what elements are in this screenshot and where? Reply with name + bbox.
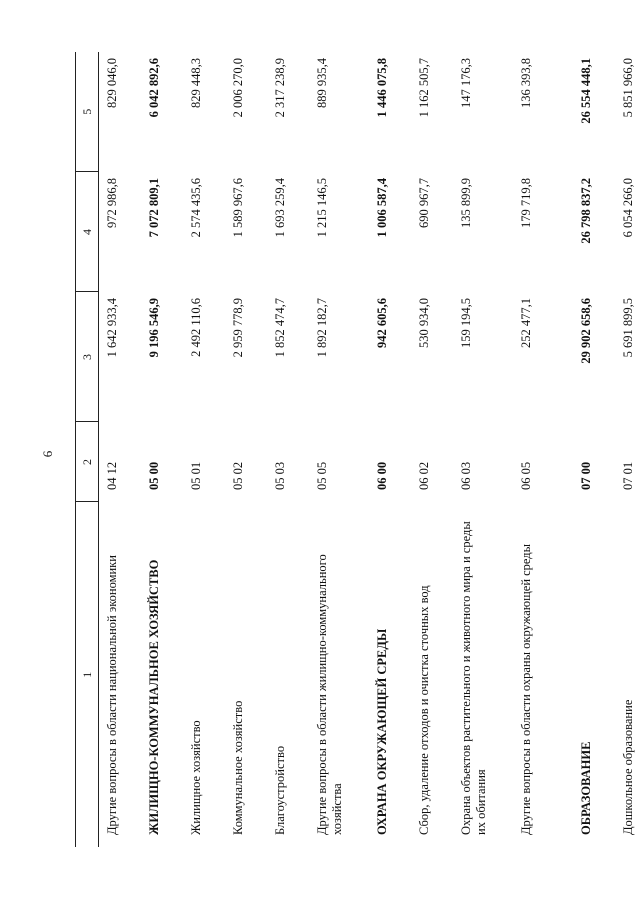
- row-value-col5-cell: 2 317 238,9: [272, 58, 287, 118]
- row-value-col4-cell: 7 072 809,1: [146, 178, 161, 238]
- row-value-col3-cell: 5 691 899,5: [620, 298, 635, 358]
- row-name-cell: ЖИЛИЩНО-КОММУНАЛЬНОЕ ХОЗЯЙСТВО: [146, 559, 161, 835]
- row-name-cell: ОХРАНА ОКРУЖАЮЩЕЙ СРЕДЫ: [374, 628, 389, 835]
- row-name-cell: Охрана объектов растительного и животного мира и среды их обитания: [458, 521, 488, 835]
- row-name-cell: Другие вопросы в области охраны окружающей среды: [518, 543, 533, 835]
- header-cell-5: 5: [76, 52, 99, 172]
- row-code-cell: 05 05: [314, 461, 329, 490]
- row-value-col4-cell: 2 574 435,6: [188, 178, 203, 238]
- row-value-col4-cell: 690 967,7: [416, 178, 431, 228]
- row-value-col3-cell: 2 492 110,6: [188, 298, 203, 357]
- row-value-col4-cell: 1 006 587,4: [374, 178, 389, 238]
- row-name-cell: Другие вопросы в области национальной экономики: [105, 555, 119, 835]
- row-value-col4-cell: 1 589 967,6: [230, 178, 245, 238]
- row-name-cell: ОБРАЗОВАНИЕ: [578, 741, 593, 835]
- row-value-col3-cell: 1 852 474,7: [272, 298, 287, 358]
- table-row: [411, 52, 453, 847]
- row-code-cell: 05 03: [272, 461, 287, 490]
- row-value-col3-cell: 2 959 778,9: [230, 298, 245, 358]
- row-value-col4-cell: 135 899,9: [458, 178, 473, 228]
- row-value-col3-cell: 252 477,1: [518, 298, 533, 348]
- row-value-col5-cell: 26 554 448,1: [578, 58, 593, 124]
- table-row: [225, 52, 267, 847]
- row-name-cell: Жилищное хозяйство: [188, 720, 203, 835]
- table-row: [309, 52, 369, 847]
- table-row: [615, 52, 640, 847]
- row-name-cell: Дошкольное образование: [620, 699, 635, 835]
- row-value-col4-cell: 26 798 837,2: [578, 178, 593, 244]
- row-code-cell: 04 12: [105, 461, 119, 490]
- row-name-cell: Другие вопросы в области жилищно-коммунального хозяйства: [314, 554, 344, 835]
- row-code-cell: 06 03: [458, 461, 473, 490]
- row-code-cell: 05 02: [230, 461, 245, 490]
- row-name-cell: Благоустройство: [272, 745, 287, 835]
- row-code-cell: 06 05: [518, 461, 533, 490]
- row-code-cell: 06 00: [374, 461, 389, 490]
- row-code-cell: 05 00: [146, 461, 161, 490]
- row-value-col3-cell: 1 642 933,4: [105, 298, 119, 358]
- table-row: [513, 52, 573, 847]
- table-wrapper: [75, 52, 635, 847]
- row-value-col5-cell: 1 446 075,8: [374, 58, 389, 118]
- row-value-col5-cell: 2 006 270,0: [230, 58, 245, 118]
- row-code-cell: 07 01: [620, 461, 635, 490]
- row-code-cell: 06 02: [416, 461, 431, 490]
- header-cell-1: 1: [76, 502, 99, 847]
- rotated-table-container: [75, 52, 635, 847]
- row-name-cell: Коммунальное хозяйство: [230, 700, 245, 835]
- header-cell-3: 3: [76, 292, 99, 422]
- row-value-col3-cell: 942 605,6: [374, 298, 389, 348]
- table-row: [369, 52, 411, 847]
- row-value-col4-cell: 179 719,8: [518, 178, 533, 228]
- row-name-cell: Сбор, удаление отходов и очистка сточных вод: [416, 585, 431, 835]
- row-value-col4-cell: 972 986,8: [105, 178, 119, 228]
- table-row: [99, 52, 141, 847]
- page-number: 6: [40, 450, 55, 458]
- row-value-col5-cell: 1 162 505,7: [416, 58, 431, 118]
- header-row: [76, 52, 99, 847]
- row-value-col5-cell: 5 851 966,0: [620, 58, 635, 118]
- row-value-col3-cell: 9 196 546,9: [146, 298, 161, 358]
- row-code-cell: 07 00: [578, 461, 593, 490]
- row-code-cell: 05 01: [188, 461, 203, 490]
- row-value-col5-cell: 136 393,8: [518, 58, 533, 108]
- row-value-col4-cell: 6 054 266,0: [620, 178, 635, 238]
- row-value-col4-cell: 1 693 259,4: [272, 178, 287, 238]
- budget-table: [75, 52, 640, 847]
- table-row: [573, 52, 615, 847]
- table-row: [141, 52, 183, 847]
- row-value-col5-cell: 6 042 892,6: [146, 58, 161, 118]
- row-value-col5-cell: 829 046,0: [105, 58, 119, 108]
- header-cell-2: 2: [76, 422, 99, 502]
- row-value-col4-cell: 1 215 146,5: [314, 178, 329, 238]
- table-row: [453, 52, 513, 847]
- row-value-col3-cell: 159 194,5: [458, 298, 473, 348]
- table-row: [183, 52, 225, 847]
- row-value-col3-cell: 1 892 182,7: [314, 298, 329, 358]
- header-cell-4: 4: [76, 172, 99, 292]
- row-value-col3-cell: 29 902 658,6: [578, 298, 593, 364]
- row-value-col5-cell: 889 935,4: [314, 58, 329, 108]
- table-body: [99, 52, 640, 847]
- row-value-col5-cell: 829 448,3: [188, 58, 203, 108]
- row-value-col3-cell: 530 934,0: [416, 298, 431, 348]
- table-row: [267, 52, 309, 847]
- row-value-col5-cell: 147 176,3: [458, 58, 473, 108]
